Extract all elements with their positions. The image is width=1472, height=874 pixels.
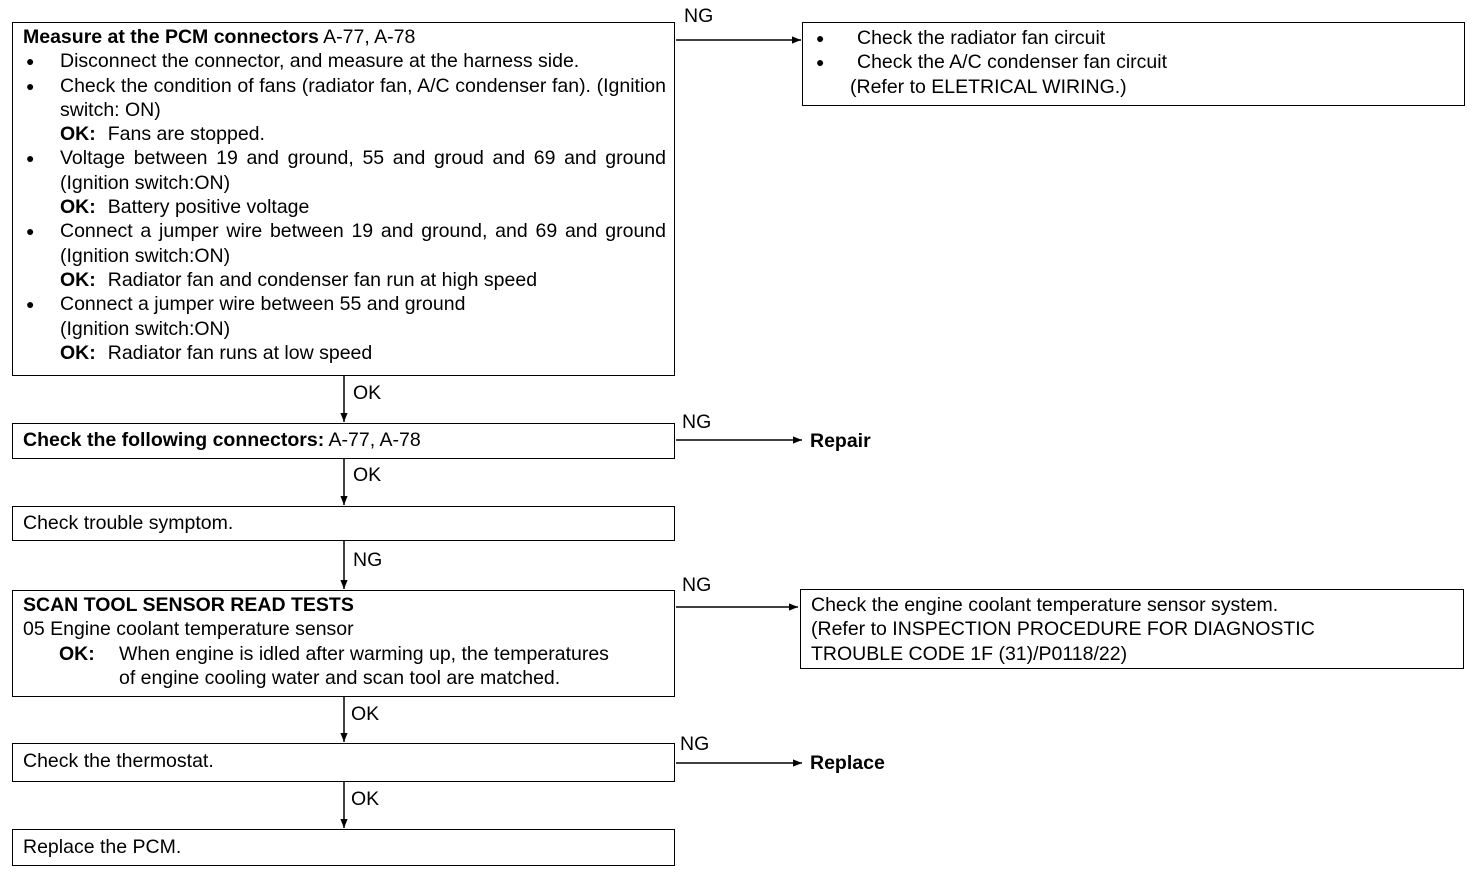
step-title-codes: A-77, A-78 [328, 429, 421, 451]
sensor-line: 05 Engine coolant temperature sensor [23, 618, 354, 641]
step-scan-tool-sensor-read [12, 590, 675, 697]
ok-criterion: OK: When engine is idled after warming up, the temperatures [59, 642, 609, 665]
checklist-item: ● Disconnect the connector, and measure at the harness side. [23, 49, 666, 73]
label-ng: NG [353, 549, 383, 571]
step-text: Check the thermostat. [23, 750, 214, 772]
label-ng: NG [682, 574, 712, 596]
ng-checklist [813, 26, 1456, 75]
step-check-thermostat [12, 743, 675, 782]
step-check-trouble-symptom [12, 506, 675, 541]
ng-check-coolant-sensor [800, 589, 1464, 669]
label-ok: OK [351, 788, 380, 810]
step-title: Check the following connectors: [23, 429, 325, 451]
ok-criterion: OK: Radiator fan and condenser fan run at high speed [60, 268, 538, 291]
step-title: SCAN TOOL SENSOR READ TESTS [23, 594, 354, 616]
label-ng: NG [684, 5, 714, 27]
step-title: Measure at the PCM connectors [23, 26, 319, 48]
checklist-item: ● Voltage between 19 and ground, 55 and groud and 69 and ground (Ignition switch:ON) OK: Battery positive voltage [23, 146, 666, 219]
label-ok: OK [353, 464, 382, 486]
ok-criterion-cont: of engine cooling water and scan tool are matched. [119, 666, 561, 689]
ng-result-repair: Repair [810, 430, 871, 452]
step-text: Check trouble symptom. [23, 512, 234, 534]
label-ok: OK [353, 382, 382, 404]
checklist-item: ● Check the radiator fan circuit [813, 26, 1456, 50]
ng-note: (Refer to ELETRICAL WIRING.) [850, 75, 1127, 98]
checklist-item: ● Check the condition of fans (radiator fan, A/C condenser fan). (Ignition switch: ON) OK: Fans are stopped. [23, 74, 666, 147]
ng-line: TROUBLE CODE 1F (31)/P0118/22) [811, 642, 1128, 665]
ng-result-replace: Replace [810, 752, 885, 774]
step-checklist [23, 49, 666, 365]
ng-line: Check the engine coolant temperature sensor system. [811, 594, 1279, 616]
label-ng: NG [682, 411, 712, 433]
ok-criterion: OK: Fans are stopped. [60, 123, 265, 146]
ok-criterion: OK: Battery positive voltage [60, 196, 310, 219]
label-ng: NG [680, 733, 710, 755]
step-measure-pcm-connectors [12, 22, 675, 376]
ng-line: (Refer to INSPECTION PROCEDURE FOR DIAGNOSTIC [811, 618, 1315, 641]
checklist-item: ● Connect a jumper wire between 55 and ground (Ignition switch:ON) OK: Radiator fan runs at low speed [23, 292, 666, 365]
step-check-connectors [12, 423, 675, 459]
label-ok: OK [351, 703, 380, 725]
checklist-item: ● Check the A/C condenser fan circuit [813, 50, 1456, 74]
step-text: Replace the PCM. [23, 836, 182, 858]
ng-check-fan-circuits [802, 22, 1465, 106]
step-title-codes: A-77, A-78 [323, 26, 416, 48]
checklist-item: ● Connect a jumper wire between 19 and ground, and 69 and ground (Ignition switch:ON) OK: Radiator fan and condenser fan run at high speed [23, 219, 666, 292]
step-replace-pcm [12, 829, 675, 866]
ok-criterion: OK: Radiator fan runs at low speed [60, 341, 373, 364]
